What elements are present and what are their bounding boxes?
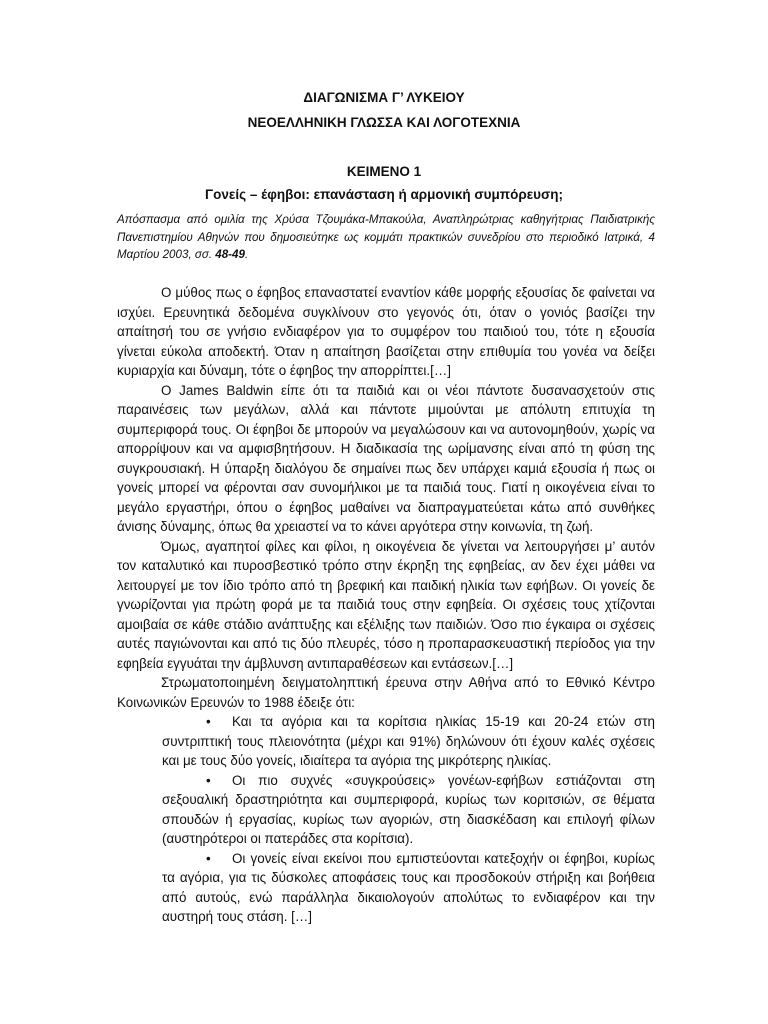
source-text: Απόσπασμα από ομιλία της Χρύσα Τζουμάκα-Μπακούλα, Αναπληρώτριας καθηγήτριας Παιδιατρικής Πανεπιστημίου Αθηνών που δημοσιεύτηκε ως κομμάτι πρακτικών συνεδρίου στο περιοδικό Ιατρικά, 4 Μαρτίου 2003, σσ. [117, 213, 655, 261]
exam-title: ΔΙΑΓΩΝΙΣΜΑ Γ’ ΛΥΚΕΙΟΥ [303, 90, 465, 105]
list-item [162, 771, 655, 849]
list-item-text: Οι γονείς είναι εκείνοι που εμπιστεύονται κατεξοχήν οι έφηβοι, κυρίως τα αγόρια, για τις δύσκολες αποφάσεις τους και προσδοκούν στήριξη και βοήθεια από αυτούς, ενώ παράλληλα δικαιολογούν απολύτως το ενδιαφέρον και την αυστηρή τους στάση. […] [162, 850, 655, 924]
bullet-icon: • [206, 850, 211, 866]
bullet-icon: • [206, 714, 211, 729]
paragraph: Στρωματοποιημένη δειγματοληπτική έρευνα στην Αθήνα από το Εθνικό Κέντρο Κοινωνικών Ερευνών το 1988 έδειξε ότι: [117, 675, 655, 710]
paragraph: Ο μύθος πως ο έφηβος επαναστατεί εναντίον κάθε μορφής εξουσίας δε φαίνεται να ισχύει. Ερευνητικά δεδομένα συγκλίνουν στο γεγονός ότι, όταν ο γονιός βασίζει την απαίτησή του σε γνήσιο ενδιαφέρον για το συμφέρον του παιδιού του, τότε η εξουσία γίνεται εύκολα αποδεκτή. Όταν η απαίτηση βασίζεται στην επιθυμία του γονέα να δείξει κυριαρχία και δύναμη, τότε ο έφηβος την απορρίπτει.[…] [117, 285, 655, 378]
text-title: Γονείς – έφηβοι: επανάσταση ή αρμονική συμπόρευση; [205, 187, 563, 202]
findings-list [117, 712, 655, 927]
body-text [117, 283, 655, 927]
source-pages: 48-49 [215, 248, 245, 261]
paragraph: Όμως, αγαπητοί φίλες και φίλοι, η οικογένεια δε γίνεται να λειτουργήσει μ’ αυτόν τον καταλυτικό και πυροσβεστικό τρόπο στην έκρηξη της εφηβείας, αν δεν έχει μάθει να λειτουργεί με τον ίδιο τρόπο από τη βρεφική και παιδική ηλικία των εφήβων. Οι γονείς δε γνωρίζονται για πρώτη φορά με τα παιδιά τους στην εφηβεία. Οι σχέσεις τους χτίζονται αμοιβαία σε κάθε στάδιο ανάπτυξης και εξέλιξης των παιδιών. Όσο πιο έγκαιρα οι σχέσεις αυτές παγιώνονται και από τις δύο πλευρές, τόσο η προπαρασκευαστική περίοδος για την εφηβεία εγγυάται την άμβλυνση αντιπαραθέσεων και εντάσεων.[…] [117, 538, 655, 671]
bullet-icon: • [206, 772, 211, 788]
list-item-text: Οι πιο συχνές «συγκρούσεις» γονέων-εφήβων εστιάζονται στη σεξουαλική δραστηριότητα και συμπεριφορά, κυρίως των κοριτσιών, σε θέματα σπουδών ή εργασίας, κυρίως των αγοριών, στη διασκέδαση και επιλογή φίλων (αυστηρότεροι οι πατεράδες στα κορίτσια). [162, 772, 655, 846]
source-note [117, 211, 655, 264]
subject-title: ΝΕΟΕΛΛΗΝΙΚΗ ΓΛΩΣΣΑ ΚΑΙ ΛΟΓΟΤΕΧΝΙΑ [247, 115, 521, 130]
source-end: . [244, 248, 249, 261]
list-item-text: Και τα αγόρια και τα κορίτσια ηλικίας 15-19 και 20-24 ετών στη συντριπτική τους πλειονότητα (μέχρι και 91%) δηλώνουν ότι έχουν καλές σχέσεις και με τους δύο γονείς, ιδιαίτερα τα αγόρια της μικρότερης ηλικίας. [162, 714, 655, 768]
list-item [162, 849, 655, 927]
paragraph: Ο James Baldwin είπε ότι τα παιδιά και οι νέοι πάντοτε δυσανασχετούν στις παραινέσεις των μεγάλων, αλλά και πάντοτε μιμούνται με απόλυτη επιτυχία τη συμπεριφορά τους. Οι έφηβοι δε μπορούν να μεγαλώσουν και να αυτονομηθούν, χωρίς να απορρίψουν και να αμφισβητήσουν. Η διαδικασία της ωρίμανσης είναι από τη φύση της συγκρουσιακή. Η ύπαρξη διαλόγου δε σημαίνει πως δεν υπάρχει καμιά εξουσία ή πως οι γονείς μπορεί να φέρονται σαν συνομήλικοι με τα παιδιά τους. Γιατί η οικογένεια είναι το μεγάλο εργαστήρι, όπου ο έφηβος μαθαίνει να διαπραγματεύεται κάτω από συνθήκες άνισης δύναμης, όπως θα χρειαστεί να το κάνει αργότερα στην κοινωνία, τη ζωή. [117, 382, 655, 534]
text-label: ΚΕΙΜΕΝΟ 1 [346, 164, 422, 179]
list-item [162, 712, 655, 771]
